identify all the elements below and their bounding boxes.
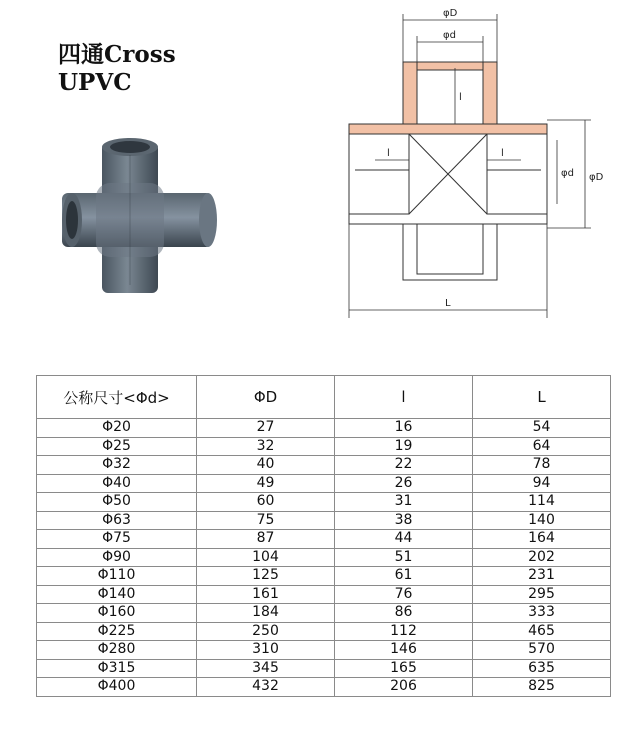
product-title: 四通Cross [58,41,176,68]
table-cell: 87 [197,530,335,549]
table-cell: 54 [473,419,611,438]
table-row [37,585,611,604]
table-cell: Φ20 [37,419,197,438]
table-cell: 76 [335,585,473,604]
table-cell: 635 [473,659,611,678]
table-cell: Φ315 [37,659,197,678]
table-cell: 231 [473,567,611,586]
table-row [37,474,611,493]
socket-depth-label-right: l [501,148,504,159]
column-header-length: L [473,376,611,419]
column-header-nominal-size: 公称尺寸<Φd> [37,376,197,419]
table-cell: 184 [197,604,335,623]
table-cell: 26 [335,474,473,493]
table-row [37,567,611,586]
table-row [37,641,611,660]
table-cell: 49 [197,474,335,493]
table-row [37,678,611,697]
table-cell: 161 [197,585,335,604]
table-cell: Φ400 [37,678,197,697]
table-cell: 250 [197,622,335,641]
table-row [37,548,611,567]
table-cell: 104 [197,548,335,567]
table-cell: 125 [197,567,335,586]
table-cell: 60 [197,493,335,512]
table-cell: Φ32 [37,456,197,475]
table-row [37,604,611,623]
table-cell: 44 [335,530,473,549]
table-row [37,622,611,641]
table-cell: 432 [197,678,335,697]
table-cell: Φ75 [37,530,197,549]
column-header-socket-depth: l [335,376,473,419]
length-label: L [445,298,451,309]
table-cell: Φ50 [37,493,197,512]
table-cell: 38 [335,511,473,530]
dimension-drawing [335,0,605,330]
table-cell: Φ40 [37,474,197,493]
table-cell: 94 [473,474,611,493]
table-cell: 140 [473,511,611,530]
table-row [37,493,611,512]
table-cell: 27 [197,419,335,438]
table-cell: 32 [197,437,335,456]
table-cell: 825 [473,678,611,697]
table-row [37,456,611,475]
table-cell: Φ160 [37,604,197,623]
dimension-table [36,375,611,697]
cross-fitting-photo [60,135,235,300]
material-label: UPVC [58,69,132,96]
table-cell: 206 [335,678,473,697]
table-cell: 202 [473,548,611,567]
table-row [37,530,611,549]
table-cell: Φ90 [37,548,197,567]
table-cell: 146 [335,641,473,660]
table-cell: Φ110 [37,567,197,586]
table-cell: 112 [335,622,473,641]
table-cell: 16 [335,419,473,438]
table-cell: 19 [335,437,473,456]
table-cell: 51 [335,548,473,567]
table-cell: 465 [473,622,611,641]
outer-diameter-label-top: φD [443,8,458,19]
table-cell: 78 [473,456,611,475]
table-row [37,511,611,530]
table-cell: 164 [473,530,611,549]
table-cell: 310 [197,641,335,660]
table-cell: Φ280 [37,641,197,660]
table-row [37,437,611,456]
table-cell: 570 [473,641,611,660]
table-header-row [37,376,611,419]
socket-depth-label-left: l [387,148,390,159]
table-cell: 165 [335,659,473,678]
table-cell: 31 [335,493,473,512]
table-cell: 64 [473,437,611,456]
table-cell: 22 [335,456,473,475]
table-cell: 345 [197,659,335,678]
outer-diameter-label-side: φD [589,172,604,183]
table-cell: 114 [473,493,611,512]
table-cell: 333 [473,604,611,623]
table-cell: Φ140 [37,585,197,604]
table-row [37,659,611,678]
socket-depth-label-top: l [459,92,462,103]
table-cell: 75 [197,511,335,530]
inner-diameter-label-side: φd [561,168,574,179]
table-cell: 40 [197,456,335,475]
table-cell: Φ25 [37,437,197,456]
table-cell: Φ225 [37,622,197,641]
column-header-outer-diameter: ΦD [197,376,335,419]
table-cell: Φ63 [37,511,197,530]
table-cell: 295 [473,585,611,604]
inner-diameter-label-top: φd [443,30,456,41]
table-row [37,419,611,438]
table-cell: 61 [335,567,473,586]
table-cell: 86 [335,604,473,623]
